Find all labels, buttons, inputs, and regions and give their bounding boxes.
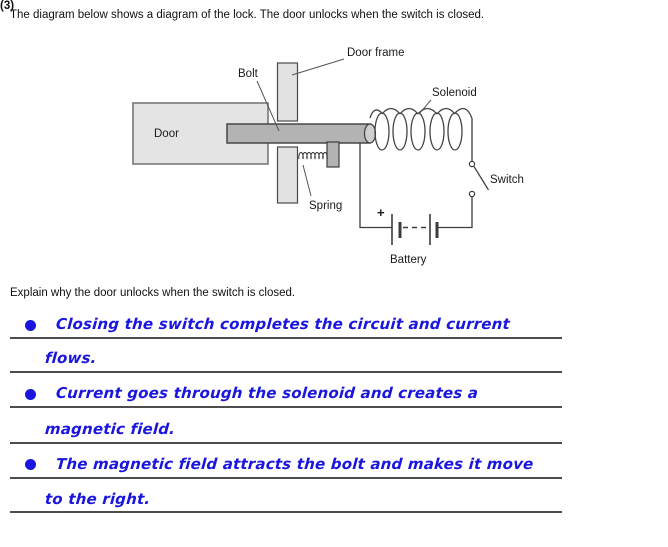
label-door: Door: [154, 128, 179, 140]
battery-plus-sign: +: [377, 205, 385, 220]
handwritten-answer: magnetic field.: [44, 420, 176, 438]
question-text: Explain why the door unlocks when the switch is closed.: [10, 287, 296, 299]
answer-line-rule: [10, 477, 562, 479]
spring-coil: [299, 152, 327, 159]
label-switch: Switch: [490, 174, 524, 186]
handwritten-answer: Current goes through the solenoid and creates a: [55, 384, 479, 402]
label-battery: Battery: [390, 254, 427, 266]
label-solenoid: Solenoid: [432, 87, 477, 99]
bullet-dot: [25, 320, 36, 331]
bolt-end-cap: [365, 124, 376, 143]
handwritten-answer: Closing the switch completes the circuit and current: [55, 315, 511, 333]
bolt-shape: [227, 124, 370, 143]
answer-line-rule: [10, 511, 562, 513]
battery-symbol: [392, 214, 437, 245]
handwritten-answer: to the right.: [44, 490, 152, 508]
door-frame-lower-shape: [278, 147, 298, 203]
handwritten-answer: flows.: [44, 349, 98, 367]
label-door-frame: Door frame: [347, 47, 405, 59]
door-frame-upper-shape: [278, 63, 298, 121]
solenoid-coil: [370, 109, 472, 151]
bullet-dot: [25, 389, 36, 400]
switch-symbol: [469, 161, 488, 196]
answer-line-rule: [10, 406, 562, 408]
label-bolt: Bolt: [238, 68, 258, 80]
answer-line-rule: [10, 371, 562, 373]
marks-badge: (3): [0, 0, 15, 12]
answer-line-rule: [10, 337, 562, 339]
bullet-dot: [25, 459, 36, 470]
intro-text: The diagram below shows a diagram of the lock. The door unlocks when the switch is closed.: [10, 9, 485, 21]
bolt-tab-shape: [327, 142, 339, 167]
handwritten-answer: The magnetic field attracts the bolt and makes it move: [55, 455, 535, 473]
label-spring: Spring: [309, 200, 343, 212]
answer-line-rule: [10, 442, 562, 444]
